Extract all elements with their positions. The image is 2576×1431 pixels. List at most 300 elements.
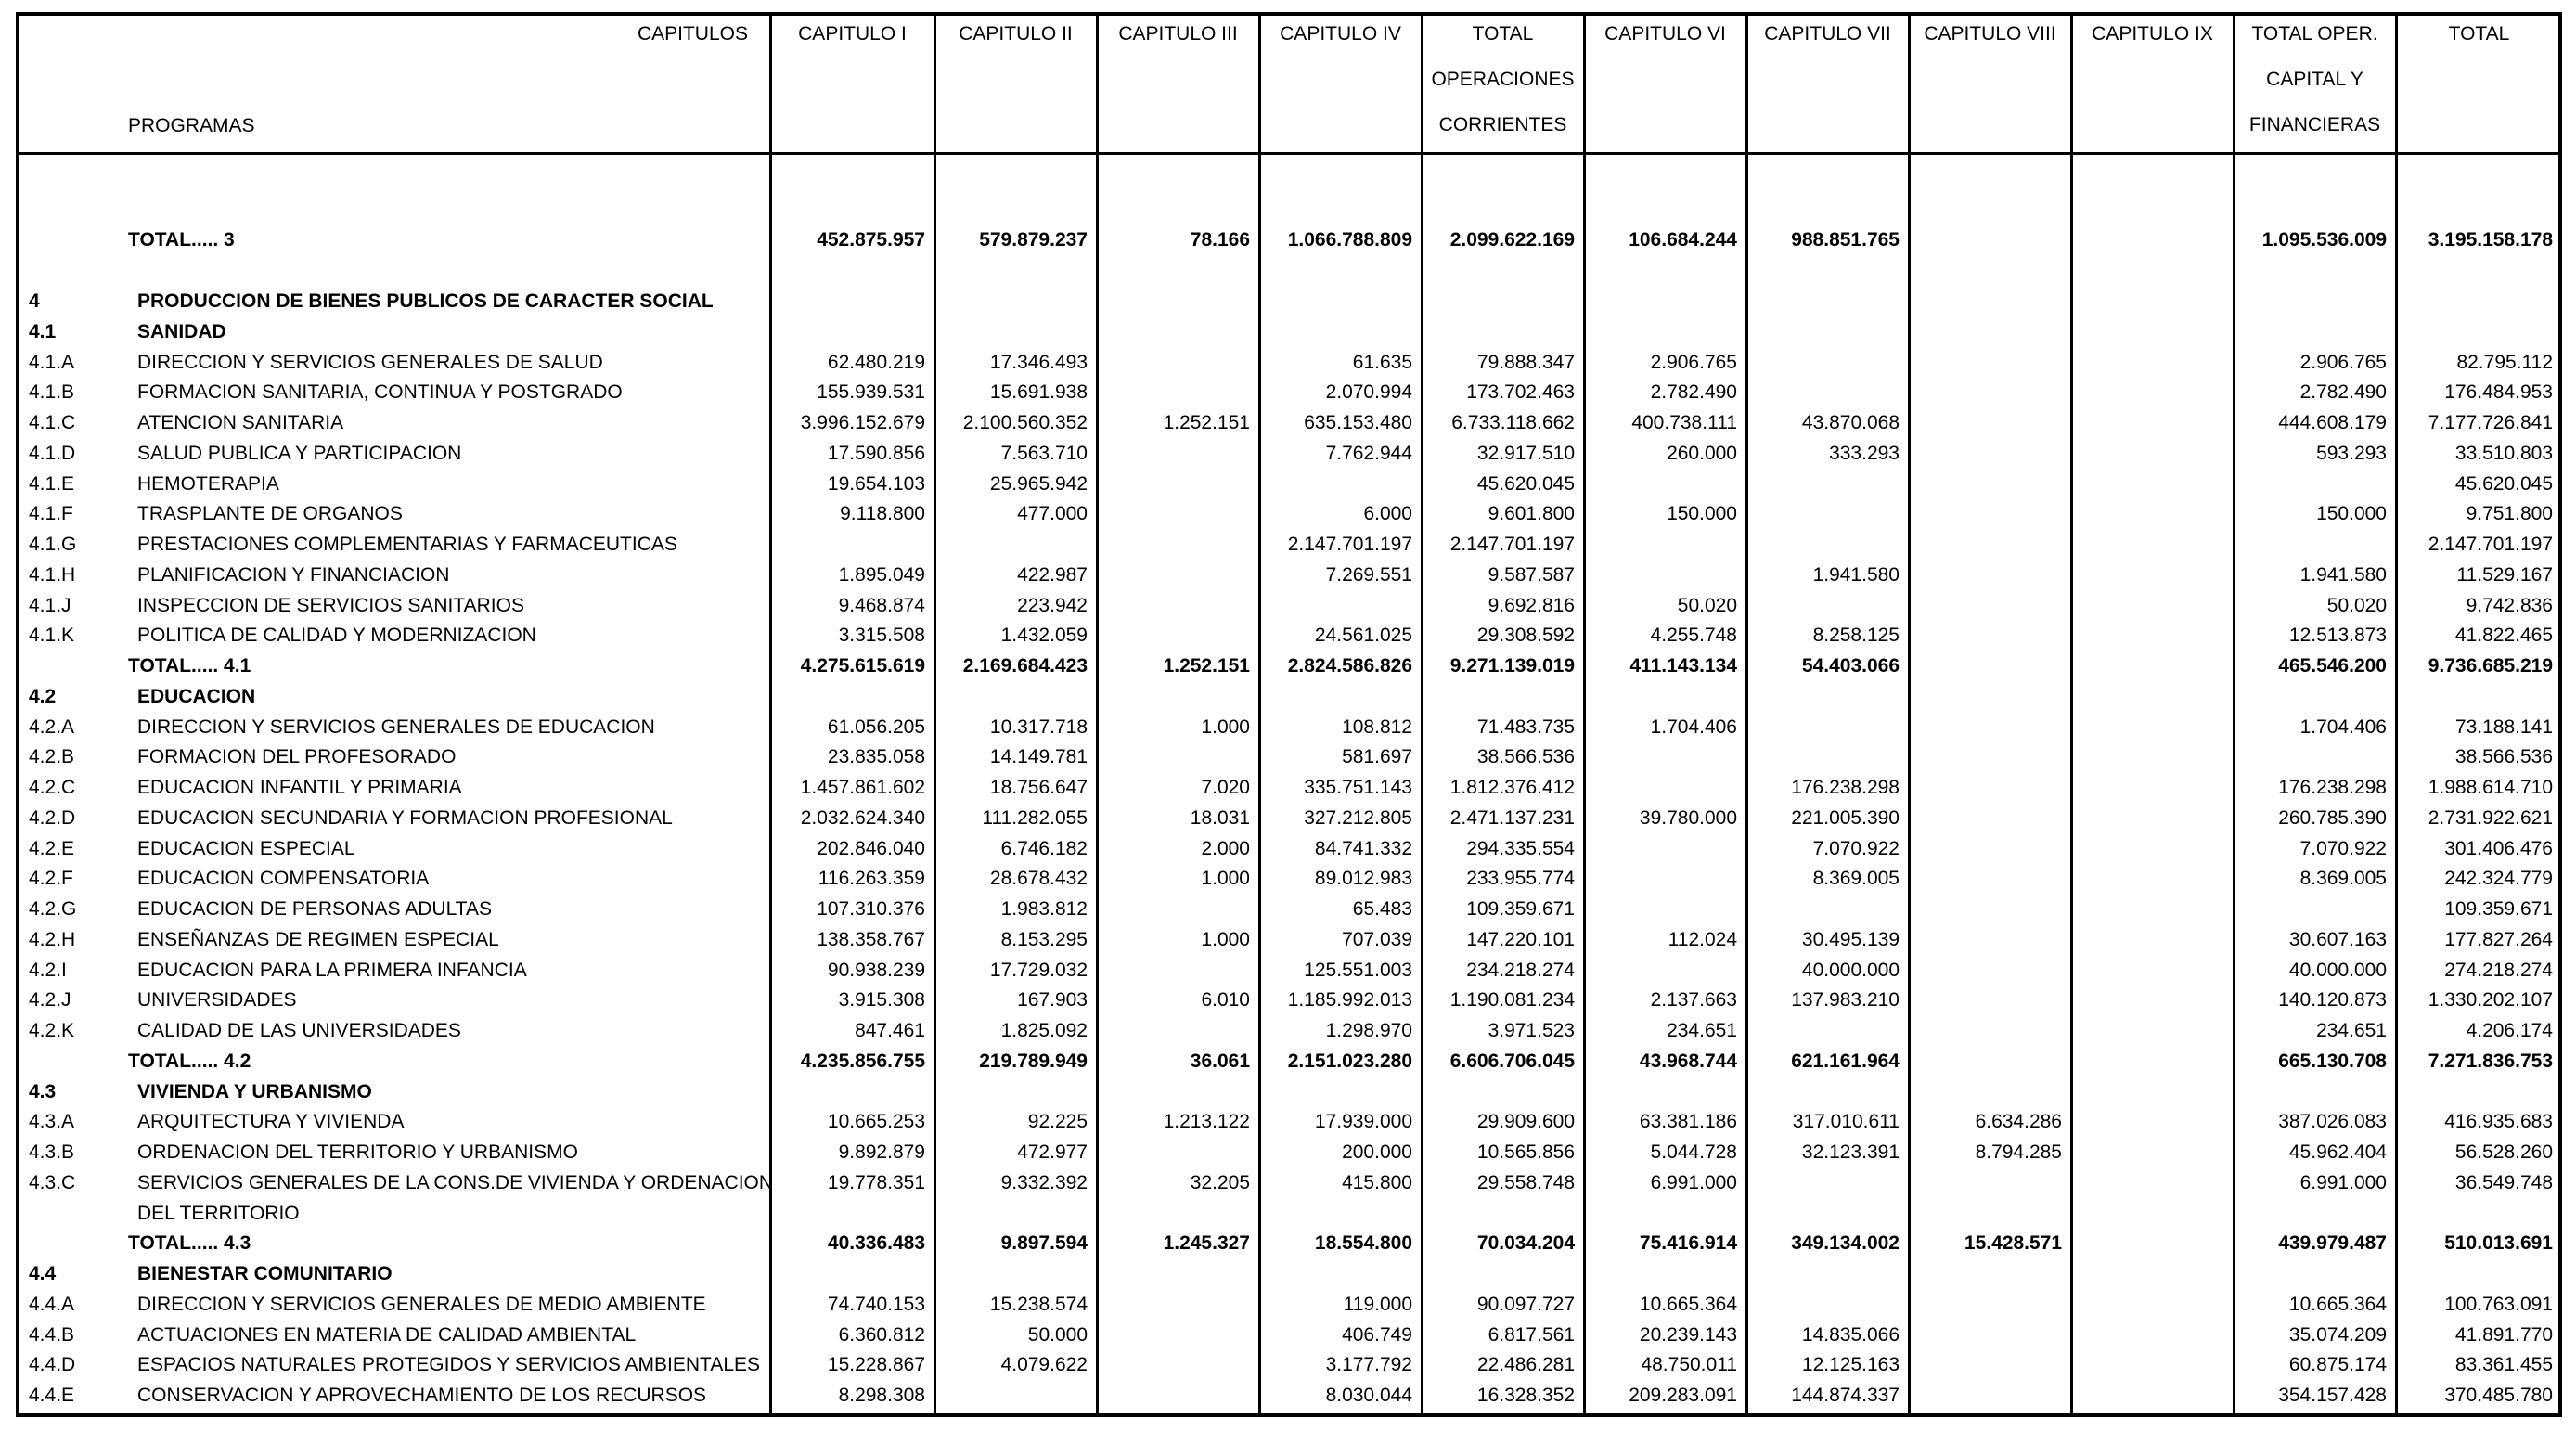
value-cell: 41.822.465 [2454,625,2553,647]
value-cell: 50.020 [2326,594,2387,616]
value-cell: 2.070.994 [1325,381,1412,404]
value-cell: 234.218.274 [1466,959,1575,981]
header-separator [16,152,2562,155]
column-header: CAPITULO III [1118,23,1238,45]
value-cell: 2.151.023.280 [1287,1050,1412,1072]
program-name: EDUCACION DE PERSONAS ADULTAS [137,898,492,920]
value-cell: 1.941.580 [2299,563,2387,586]
value-cell: 3.177.792 [1325,1354,1412,1376]
program-name: SALUD PUBLICA Y PARTICIPACION [137,442,462,464]
value-cell: 18.554.800 [1314,1232,1412,1255]
program-code: 4.2.A [29,716,75,738]
value-cell: 988.851.765 [1791,229,1900,251]
value-cell: 89.012.983 [1314,868,1412,890]
program-name: EDUCACION INFANTIL Y PRIMARIA [137,777,462,798]
value-cell: 1.298.970 [1325,1020,1412,1041]
program-name: ATENCION SANITARIA [137,412,344,433]
value-cell: 1.330.202.107 [2428,989,2553,1012]
value-cell: 439.979.487 [2278,1232,2387,1255]
value-cell: 79.888.347 [1476,351,1575,373]
value-cell: 40.336.483 [827,1232,925,1255]
value-cell: 38.566.536 [2454,746,2553,768]
value-cell: 4.235.856.755 [800,1050,925,1072]
value-cell: 177.827.264 [2444,928,2553,950]
value-cell: 15.428.571 [1964,1232,2062,1255]
value-cell: 20.239.143 [1639,1323,1737,1346]
value-cell: 411.143.134 [1629,655,1737,677]
value-cell: 452.875.957 [817,229,925,251]
value-cell: 11.529.167 [2456,563,2553,586]
program-code: 4.1.E [29,472,75,495]
section-title: EDUCACION [137,685,256,707]
value-cell: 3.195.158.178 [2428,229,2553,251]
program-code: 4.2.B [29,746,75,768]
value-cell: 593.293 [2316,442,2387,464]
program-name: HEMOTERAPIA [137,472,279,495]
program-code: 4.1.A [29,351,75,373]
value-cell: 112.024 [1668,928,1737,950]
column-header: TOTAL OPER. [2251,23,2378,45]
value-cell: 2.824.586.826 [1287,655,1412,677]
value-cell: 43.968.744 [1639,1050,1737,1072]
value-cell: 1.213.122 [1163,1111,1250,1133]
value-cell: 8.794.285 [1975,1141,2062,1163]
capitulos-label: CAPITULOS [637,23,748,45]
column-divider [2070,12,2073,1417]
value-cell: 33.510.803 [2454,442,2553,464]
value-cell: 45.620.045 [1476,472,1575,495]
column-header: CAPITULO IX [2092,23,2213,45]
value-cell: 29.308.592 [1476,625,1575,647]
column-header: OPERACIONES [1431,69,1575,90]
value-cell: 35.074.209 [2288,1323,2387,1346]
column-header: CAPITULO IV [1280,23,1401,45]
value-cell: 176.238.298 [1791,777,1900,798]
program-code: 4.1.G [29,534,77,555]
value-cell: 1.941.580 [1812,563,1900,586]
value-cell: 1.988.614.710 [2428,777,2553,798]
section-title: BIENESTAR COMUNITARIO [137,1263,393,1284]
value-cell: 10.317.718 [989,716,1088,738]
value-cell: 147.220.101 [1466,928,1575,950]
program-name: FORMACION DEL PROFESORADO [137,746,457,768]
value-cell: 354.157.428 [2278,1385,2387,1406]
value-cell: 370.485.780 [2444,1385,2553,1406]
value-cell: 2.147.701.197 [1449,534,1575,555]
value-cell: 233.955.774 [1466,868,1575,890]
column-divider [1908,12,1911,1417]
value-cell: 1.252.151 [1163,412,1250,433]
value-cell: 6.746.182 [1000,837,1088,859]
value-cell: 73.188.141 [2454,716,2553,738]
value-cell: 1.895.049 [838,563,925,586]
value-cell: 1.000 [1201,868,1250,890]
value-cell: 82.795.112 [2456,351,2553,373]
value-cell: 9.468.874 [838,594,925,616]
value-cell: 9.897.594 [1000,1232,1088,1255]
program-code: 4.4.B [29,1323,75,1346]
program-code: 4.1 [29,320,57,342]
value-cell: 8.298.308 [838,1385,925,1406]
total-label: TOTAL..... 3 [128,229,235,251]
value-cell: 1.704.406 [1650,716,1737,738]
value-cell: 22.486.281 [1476,1354,1575,1376]
value-cell: 43.870.068 [1801,412,1900,433]
value-cell: 6.991.000 [2299,1171,2387,1193]
value-cell: 7.070.922 [2299,837,2387,859]
value-cell: 29.909.600 [1476,1111,1575,1133]
program-name: POLITICA DE CALIDAD Y MODERNIZACION [137,625,536,647]
value-cell: 116.263.359 [818,868,925,890]
value-cell: 2.169.684.423 [962,655,1088,677]
section-title: VIVIENDA Y URBANISMO [137,1080,372,1102]
program-name: DIRECCION Y SERVICIOS GENERALES DE EDUCACION [137,716,655,738]
value-cell: 465.546.200 [2278,655,2387,677]
program-code: 4 [29,290,40,312]
program-name: FORMACION SANITARIA, CONTINUA Y POSTGRADO [137,381,623,404]
value-cell: 12.513.873 [2288,625,2387,647]
value-cell: 137.983.210 [1791,989,1900,1012]
value-cell: 36.061 [1190,1050,1250,1072]
program-name: DIRECCION Y SERVICIOS GENERALES DE SALUD [137,351,603,373]
value-cell: 6.733.118.662 [1451,412,1575,433]
value-cell: 219.789.949 [979,1050,1088,1072]
program-code: 4.1.J [29,594,71,616]
value-cell: 45.962.404 [2288,1141,2387,1163]
column-header: CAPITULO I [798,23,907,45]
value-cell: 41.891.770 [2454,1323,2553,1346]
value-cell: 6.817.561 [1488,1323,1575,1346]
value-cell: 109.359.671 [2444,898,2553,920]
value-cell: 48.750.011 [1641,1354,1737,1376]
program-code: 4.4.A [29,1293,75,1315]
value-cell: 8.153.295 [1000,928,1088,950]
program-name: ACTUACIONES EN MATERIA DE CALIDAD AMBIENTAL [137,1323,637,1346]
value-cell: 111.282.055 [982,806,1088,829]
value-cell: 15.691.938 [989,381,1088,404]
value-cell: 223.942 [1017,594,1088,616]
value-cell: 140.120.873 [2278,989,2387,1012]
value-cell: 234.651 [1667,1020,1737,1041]
value-cell: 15.238.574 [989,1293,1088,1315]
value-cell: 7.070.922 [1812,837,1900,859]
value-cell: 32.917.510 [1476,442,1575,464]
value-cell: 30.607.163 [2288,928,2387,950]
value-cell: 60.875.174 [2288,1354,2387,1376]
value-cell: 1.190.081.234 [1449,989,1575,1012]
value-cell: 9.587.587 [1488,563,1575,586]
value-cell: 15.228.867 [827,1354,925,1376]
value-cell: 579.879.237 [979,229,1088,251]
program-name: EDUCACION COMPENSATORIA [137,868,430,890]
value-cell: 422.987 [1017,563,1088,586]
program-code: 4.1.K [29,625,75,647]
program-code: 4.4.D [29,1354,76,1376]
value-cell: 19.778.351 [827,1171,925,1193]
program-code: 4.2 [29,685,57,707]
program-name: EDUCACION SECUNDARIA Y FORMACION PROFESIONAL [137,806,673,829]
value-cell: 12.125.163 [1801,1354,1900,1376]
value-cell: 2.782.490 [1650,381,1737,404]
value-cell: 173.702.463 [1466,381,1575,404]
value-cell: 327.212.805 [1304,806,1412,829]
value-cell: 17.590.856 [827,442,925,464]
value-cell: 10.665.364 [1639,1293,1737,1315]
program-code: 4.1.B [29,381,75,404]
value-cell: 1.185.992.013 [1287,989,1412,1012]
column-header: TOTAL [2448,23,2510,45]
value-cell: 9.332.392 [1000,1171,1088,1193]
value-cell: 260.785.390 [2278,806,2387,829]
value-cell: 9.118.800 [840,503,925,525]
total-label: TOTAL..... 4.1 [128,655,251,677]
value-cell: 18.756.647 [989,777,1088,798]
value-cell: 176.484.953 [2444,381,2553,404]
program-code: 4.2.F [29,868,73,890]
value-cell: 4.079.622 [1000,1354,1088,1376]
value-cell: 119.000 [1343,1293,1412,1315]
value-cell: 1.066.788.809 [1287,229,1412,251]
value-cell: 2.782.490 [2299,381,2387,404]
value-cell: 125.551.003 [1304,959,1412,981]
program-name: EDUCACION ESPECIAL [137,837,355,859]
value-cell: 100.763.091 [2444,1293,2553,1315]
value-cell: 472.977 [1017,1141,1088,1163]
value-cell: 335.751.143 [1304,777,1412,798]
program-code: 4.2.I [29,959,67,981]
value-cell: 40.000.000 [2288,959,2387,981]
value-cell: 14.149.781 [989,746,1088,768]
value-cell: 32.123.391 [1801,1141,1900,1163]
program-code: 4.1.C [29,412,76,433]
program-name: TRASPLANTE DE ORGANOS [137,503,403,525]
value-cell: 84.741.332 [1314,837,1412,859]
program-code: 4.4.E [29,1385,75,1406]
value-cell: 415.800 [1342,1171,1412,1193]
value-cell: 2.100.560.352 [962,412,1088,433]
value-cell: 38.566.536 [1476,746,1575,768]
value-cell: 9.271.139.019 [1449,655,1575,677]
value-cell: 202.846.040 [817,837,925,859]
value-cell: 150.000 [1667,503,1737,525]
program-code: 4.3.B [29,1141,75,1163]
programas-label: PROGRAMAS [128,115,255,136]
value-cell: 6.634.286 [1975,1111,2062,1133]
value-cell: 2.731.922.621 [2428,806,2553,829]
value-cell: 7.271.836.753 [2428,1050,2553,1072]
value-cell: 7.177.726.841 [2428,412,2553,433]
program-code: 4.2.J [29,989,71,1012]
column-header: TOTAL [1472,23,1534,45]
value-cell: 18.031 [1190,806,1250,829]
value-cell: 2.137.663 [1650,989,1737,1012]
value-cell: 444.608.179 [2278,412,2387,433]
column-header: CAPITULO VI [1604,23,1726,45]
value-cell: 62.480.219 [827,351,925,373]
value-cell: 3.915.308 [838,989,925,1012]
value-cell: 477.000 [1017,503,1088,525]
value-cell: 2.099.622.169 [1449,229,1575,251]
value-cell: 9.736.685.219 [2428,655,2553,677]
value-cell: 10.665.364 [2288,1293,2387,1315]
value-cell: 8.369.005 [2299,868,2387,890]
value-cell: 1.825.092 [1000,1020,1088,1041]
program-code: 4.2.D [29,806,76,829]
value-cell: 6.606.706.045 [1449,1050,1575,1072]
program-name: UNIVERSIDADES [137,989,297,1012]
value-cell: 45.620.045 [2454,472,2553,495]
program-name: ESPACIOS NATURALES PROTEGIDOS Y SERVICIOS AMBIENTALES [137,1354,761,1376]
column-header: CAPITULO VIII [1924,23,2056,45]
value-cell: 10.665.253 [827,1111,925,1133]
value-cell: 9.751.800 [2466,503,2553,525]
program-name: ARQUITECTURA Y VIVIENDA [137,1111,405,1133]
value-cell: 3.996.152.679 [800,412,925,433]
value-cell: 106.684.244 [1629,229,1737,251]
value-cell: 3.971.523 [1488,1020,1575,1041]
program-code: 4.3 [29,1080,57,1102]
value-cell: 90.938.239 [827,959,925,981]
value-cell: 1.812.376.412 [1449,777,1575,798]
value-cell: 274.218.274 [2444,959,2553,981]
program-code: 4.2.K [29,1020,75,1041]
value-cell: 63.381.186 [1639,1111,1737,1133]
value-cell: 28.678.432 [989,868,1088,890]
value-cell: 349.134.002 [1791,1232,1900,1255]
program-name: CONSERVACION Y APROVECHAMIENTO DE LOS RECURSOS [137,1385,707,1406]
value-cell: 707.039 [1342,928,1412,950]
value-cell: 92.225 [1027,1111,1088,1133]
value-cell: 6.991.000 [1650,1171,1737,1193]
program-code: 4.1.F [29,503,73,525]
value-cell: 10.565.856 [1476,1141,1575,1163]
value-cell: 25.965.942 [989,472,1088,495]
value-cell: 635.153.480 [1304,412,1412,433]
value-cell: 19.654.103 [827,472,925,495]
value-cell: 90.097.727 [1476,1293,1575,1315]
value-cell: 39.780.000 [1639,806,1737,829]
value-cell: 260.000 [1667,442,1737,464]
value-cell: 665.130.708 [2278,1050,2387,1072]
value-cell: 6.360.812 [838,1323,925,1346]
value-cell: 50.000 [1027,1323,1088,1346]
value-cell: 75.416.914 [1639,1232,1737,1255]
value-cell: 176.238.298 [2278,777,2387,798]
value-cell: 83.361.455 [2454,1354,2553,1376]
value-cell: 24.561.025 [1314,625,1412,647]
value-cell: 6.010 [1201,989,1250,1012]
value-cell: 8.258.125 [1812,625,1900,647]
column-header: CAPITAL Y [2266,69,2363,90]
value-cell: 29.558.748 [1476,1171,1575,1193]
program-name: CALIDAD DE LAS UNIVERSIDADES [137,1020,461,1041]
value-cell: 2.471.137.231 [1449,806,1575,829]
value-cell: 301.406.476 [2444,837,2553,859]
value-cell: 65.483 [1352,898,1412,920]
value-cell: 17.346.493 [989,351,1088,373]
value-cell: 109.359.671 [1466,898,1575,920]
value-cell: 221.005.390 [1791,806,1900,829]
value-cell: 5.044.728 [1650,1141,1737,1163]
value-cell: 510.013.691 [2444,1232,2553,1255]
value-cell: 138.358.767 [817,928,925,950]
value-cell: 167.903 [1017,989,1088,1012]
program-name: ENSEÑANZAS DE REGIMEN ESPECIAL [137,928,499,950]
value-cell: 333.293 [1829,442,1900,464]
value-cell: 23.835.058 [827,746,925,768]
program-code: 4.2.E [29,837,75,859]
program-name: SERVICIOS GENERALES DE LA CONS.DE VIVIENDA Y ORDENACION [137,1171,774,1193]
value-cell: 8.369.005 [1812,868,1900,890]
column-divider [1745,12,1748,1417]
value-cell: 2.147.701.197 [1287,534,1412,555]
value-cell: 1.457.861.602 [800,777,925,798]
program-code: 4.3.C [29,1171,76,1193]
value-cell: 387.026.083 [2278,1111,2387,1133]
section-title: SANIDAD [137,320,226,342]
value-cell: 2.000 [1201,837,1250,859]
column-header: CORRIENTES [1438,114,1567,135]
value-cell: 234.651 [2316,1020,2387,1041]
value-cell: 8.030.044 [1325,1385,1412,1406]
value-cell: 6.000 [1363,503,1412,525]
total-label: TOTAL..... 4.3 [128,1232,251,1255]
value-cell: 1.095.536.009 [2261,229,2387,251]
program-name: EDUCACION PARA LA PRIMERA INFANCIA [137,959,527,981]
program-code: 4.4 [29,1263,57,1284]
value-cell: 17.939.000 [1314,1111,1412,1133]
program-code: 4.1.D [29,442,76,464]
value-cell: 107.310.376 [817,898,925,920]
value-cell: 50.020 [1677,594,1737,616]
column-header: FINANCIERAS [2248,114,2381,135]
program-name: DEL TERRITORIO [137,1202,300,1224]
value-cell: 2.032.624.340 [800,806,925,829]
program-name: PLANIFICACION Y FINANCIACION [137,563,450,586]
value-cell: 1.432.059 [1000,625,1088,647]
column-header: CAPITULO VII [1764,23,1891,45]
program-name: INSPECCION DE SERVICIOS SANITARIOS [137,594,524,616]
value-cell: 242.324.779 [2444,868,2553,890]
value-cell: 70.034.204 [1476,1232,1575,1255]
program-name: DIRECCION Y SERVICIOS GENERALES DE MEDIO AMBIENTE [137,1293,706,1315]
program-code: 4.2.G [29,898,77,920]
value-cell: 2.906.765 [2299,351,2387,373]
value-cell: 200.000 [1342,1141,1412,1163]
value-cell: 54.403.066 [1801,655,1900,677]
value-cell: 406.749 [1342,1323,1412,1346]
column-header: CAPITULO II [959,23,1073,45]
value-cell: 4.206.174 [2466,1020,2553,1041]
value-cell: 16.328.352 [1476,1385,1575,1406]
value-cell: 2.906.765 [1650,351,1737,373]
value-cell: 294.335.554 [1466,837,1575,859]
value-cell: 40.000.000 [1801,959,1900,981]
value-cell: 581.697 [1342,746,1412,768]
value-cell: 1.000 [1201,928,1250,950]
value-cell: 621.161.964 [1791,1050,1900,1072]
value-cell: 36.549.748 [2454,1171,2553,1193]
value-cell: 1.245.327 [1163,1232,1250,1255]
program-code: 4.2.H [29,928,76,950]
value-cell: 150.000 [2316,503,2387,525]
value-cell: 7.269.551 [1325,563,1412,586]
value-cell: 78.166 [1190,229,1250,251]
value-cell: 4.275.615.619 [800,655,925,677]
value-cell: 32.205 [1190,1171,1250,1193]
value-cell: 30.495.139 [1801,928,1900,950]
value-cell: 14.835.066 [1801,1323,1900,1346]
